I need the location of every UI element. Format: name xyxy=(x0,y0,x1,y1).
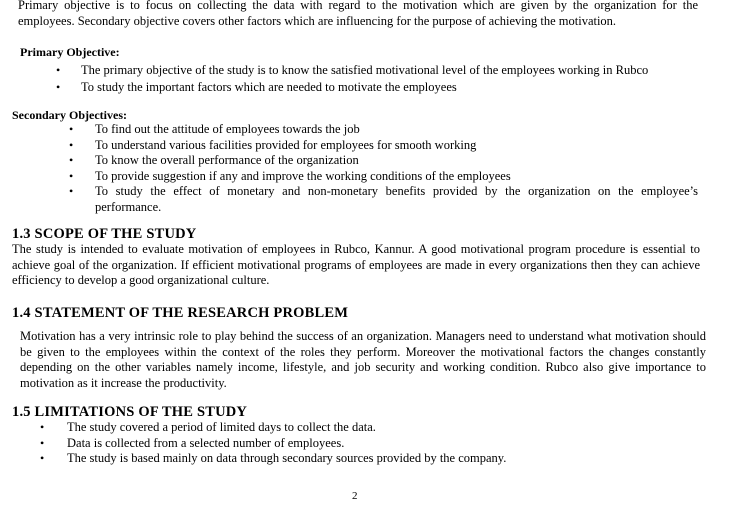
list-item-text: Data is collected from a selected number of employees. xyxy=(67,435,345,450)
bullet-icon: • xyxy=(40,435,45,450)
list-item xyxy=(69,169,698,185)
list-item-text: To provide suggestion if any and improve the working conditions of the employees xyxy=(95,168,511,183)
list-item-text: The study covered a period of limited days to collect the data. xyxy=(67,420,376,434)
statement-heading: 1.4 STATEMENT OF THE RESEARCH PROBLEM xyxy=(12,305,349,321)
statement-paragraph: Motivation has a very intrinsic role to play behind the success of an organization. Managers need to understand what motivation should be given to the employees within the context of the roles they perform. Moreover the motivational factors the changes constantly depending on the other variables namely income, lifestyle, and job security and working condition. Rubco also give importance to motivation as it increase the productivity. xyxy=(20,329,706,390)
list-item-text: To study the important factors which are needed to motivate the employees xyxy=(81,79,457,94)
list-item xyxy=(40,436,698,452)
list-item xyxy=(69,138,698,154)
secondary-objectives-label: Secondary Objectives: xyxy=(12,108,127,122)
bullet-icon: • xyxy=(69,122,74,136)
list-item xyxy=(40,451,698,467)
bullet-icon: • xyxy=(69,137,74,152)
primary-objective-label: Primary Objective: xyxy=(20,45,120,59)
primary-objective-list xyxy=(56,63,698,95)
list-item-text: To know the overall performance of the organization xyxy=(95,153,359,167)
list-item-text: To understand various facilities provided for employees for smooth working xyxy=(95,137,477,152)
list-item xyxy=(69,184,698,215)
list-item-text: To find out the attitude of employees towards the job xyxy=(95,122,360,136)
list-item-text: The primary objective of the study is to know the satisfied motivational level of the employees working in Rubco xyxy=(81,63,649,77)
bullet-icon: • xyxy=(69,153,74,167)
list-item-text: The study is based mainly on data through secondary sources provided by the company. xyxy=(67,451,507,465)
bullet-icon: • xyxy=(69,184,74,198)
list-item xyxy=(69,153,698,169)
page-number: 2 xyxy=(352,490,358,502)
scope-paragraph: The study is intended to evaluate motivation of employees in Rubco, Kannur. A good motivational program procedure is essential to achieve goal of the organization. If efficient motivational programs of employees are made in every organizations then they can achieve efficiency to develop a good organizational culture. xyxy=(12,242,700,287)
list-item xyxy=(40,420,698,436)
bullet-icon: • xyxy=(69,168,74,183)
list-item xyxy=(69,122,698,138)
list-item xyxy=(56,80,698,96)
bullet-icon: • xyxy=(56,63,61,77)
bullet-icon: • xyxy=(40,420,45,434)
intro-paragraph: Primary objective is to focus on collecting the data with regard to the motivation which are given by the organization for the employees. Secondary objective covers other factors which are influencing for the purpose of achieving the motivation. xyxy=(18,0,698,28)
list-item-text: To study the effect of monetary and non-monetary benefits provided by the organization on the employee’s performance. xyxy=(95,184,698,214)
secondary-objectives-list xyxy=(69,122,698,215)
scope-heading: 1.3 SCOPE OF THE STUDY xyxy=(12,226,197,242)
list-item xyxy=(56,63,698,79)
bullet-icon: • xyxy=(56,79,61,94)
bullet-icon: • xyxy=(40,451,45,465)
limitations-heading: 1.5 LIMITATIONS OF THE STUDY xyxy=(12,404,248,420)
limitations-list xyxy=(40,420,698,467)
